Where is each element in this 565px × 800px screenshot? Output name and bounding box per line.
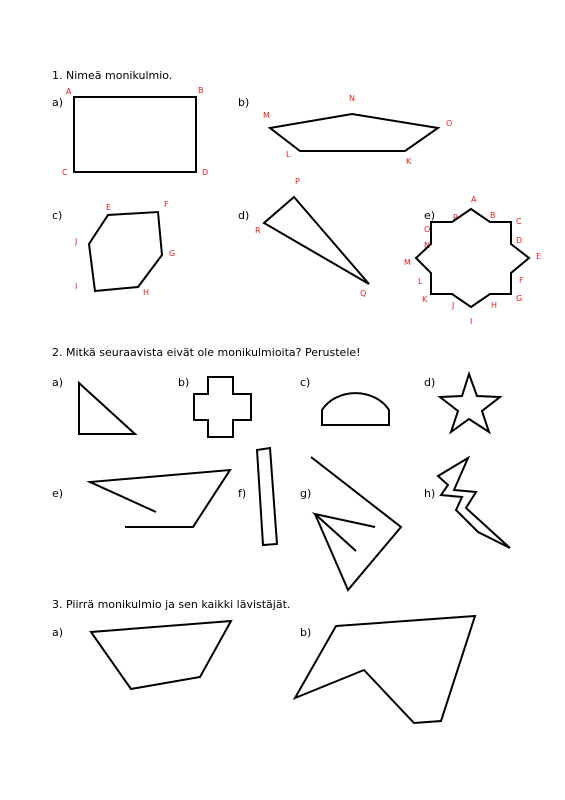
figure-1a-rectangle: [74, 97, 196, 172]
task2-b-label: b): [178, 376, 190, 389]
figure-2f-rectangle: [257, 448, 277, 545]
task1-d-label: d): [238, 209, 250, 222]
task2-d-label: d): [424, 376, 436, 389]
figure-2h-lightning: [438, 458, 510, 548]
vertex-label: R: [255, 226, 261, 235]
vertex-label: A: [66, 87, 72, 96]
figure-2b-cross: [194, 377, 251, 437]
vertex-label: E: [106, 203, 112, 212]
vertex-label: O: [446, 119, 453, 128]
figure-1b-pentagon: [270, 114, 438, 151]
vertex-label: J: [452, 301, 455, 310]
figure-1e-star-polygon: [416, 209, 529, 307]
vertex-label: G: [169, 249, 176, 258]
task2-g-label: g): [300, 487, 312, 500]
vertex-label: M: [404, 258, 411, 267]
task2-c-label: c): [300, 376, 311, 389]
task2-heading: 2. Mitkä seuraavista eivät ole monikulmioita? Perustele!: [52, 346, 361, 359]
vertex-label: C: [516, 217, 522, 226]
vertex-label: H: [143, 288, 150, 297]
figure-2e-open-shape: [90, 470, 230, 527]
figure-2a-triangle: [79, 383, 135, 434]
vertex-label: L: [286, 150, 291, 159]
vertex-label: I: [470, 317, 473, 326]
vertex-label: M: [263, 111, 270, 120]
vertex-label: O: [424, 225, 431, 234]
vertex-label: D: [516, 236, 523, 245]
vertex-label: P: [453, 213, 458, 222]
vertex-label: K: [422, 295, 428, 304]
vertex-label: H: [491, 301, 498, 310]
figure-2c-semicircle: [322, 393, 389, 425]
vertex-label: L: [418, 277, 423, 286]
vertex-label: E: [536, 252, 542, 261]
vertex-label: F: [164, 200, 169, 209]
vertex-label: I: [75, 282, 78, 291]
vertex-label: B: [490, 211, 496, 220]
vertex-label: Q: [360, 289, 367, 298]
vertex-label: G: [516, 294, 523, 303]
figure-2d-star: [440, 374, 500, 432]
figure-3a-quadrilateral: [91, 621, 231, 689]
task2-a-label: a): [52, 376, 64, 389]
vertex-label: P: [295, 177, 300, 186]
vertex-label: N: [424, 241, 430, 250]
vertex-label: D: [202, 168, 209, 177]
task3-b-label: b): [300, 626, 312, 639]
task1-a-label: a): [52, 96, 64, 109]
task2-f-label: f): [238, 487, 247, 500]
figure-3b-polygon: [295, 616, 475, 723]
vertex-label: N: [349, 94, 355, 103]
figure-1d-triangle: [264, 197, 369, 284]
task2-h-label: h): [424, 487, 436, 500]
task1-c-label: c): [52, 209, 63, 222]
task2-e-label: e): [52, 487, 64, 500]
task3-heading: 3. Piirrä monikulmio ja sen kaikki lävistäjät.: [52, 598, 291, 611]
vertex-label: B: [198, 86, 204, 95]
vertex-label: A: [471, 195, 477, 204]
vertex-label: K: [406, 157, 412, 166]
vertex-label: F: [519, 276, 524, 285]
task3-a-label: a): [52, 626, 64, 639]
vertex-label: J: [75, 237, 78, 246]
figure-1c-hexagon: [89, 212, 162, 291]
task1-b-label: b): [238, 96, 250, 109]
task1-e-label: e): [424, 209, 436, 222]
task1-heading: 1. Nimeä monikulmio.: [52, 69, 173, 82]
vertex-label: C: [62, 168, 68, 177]
